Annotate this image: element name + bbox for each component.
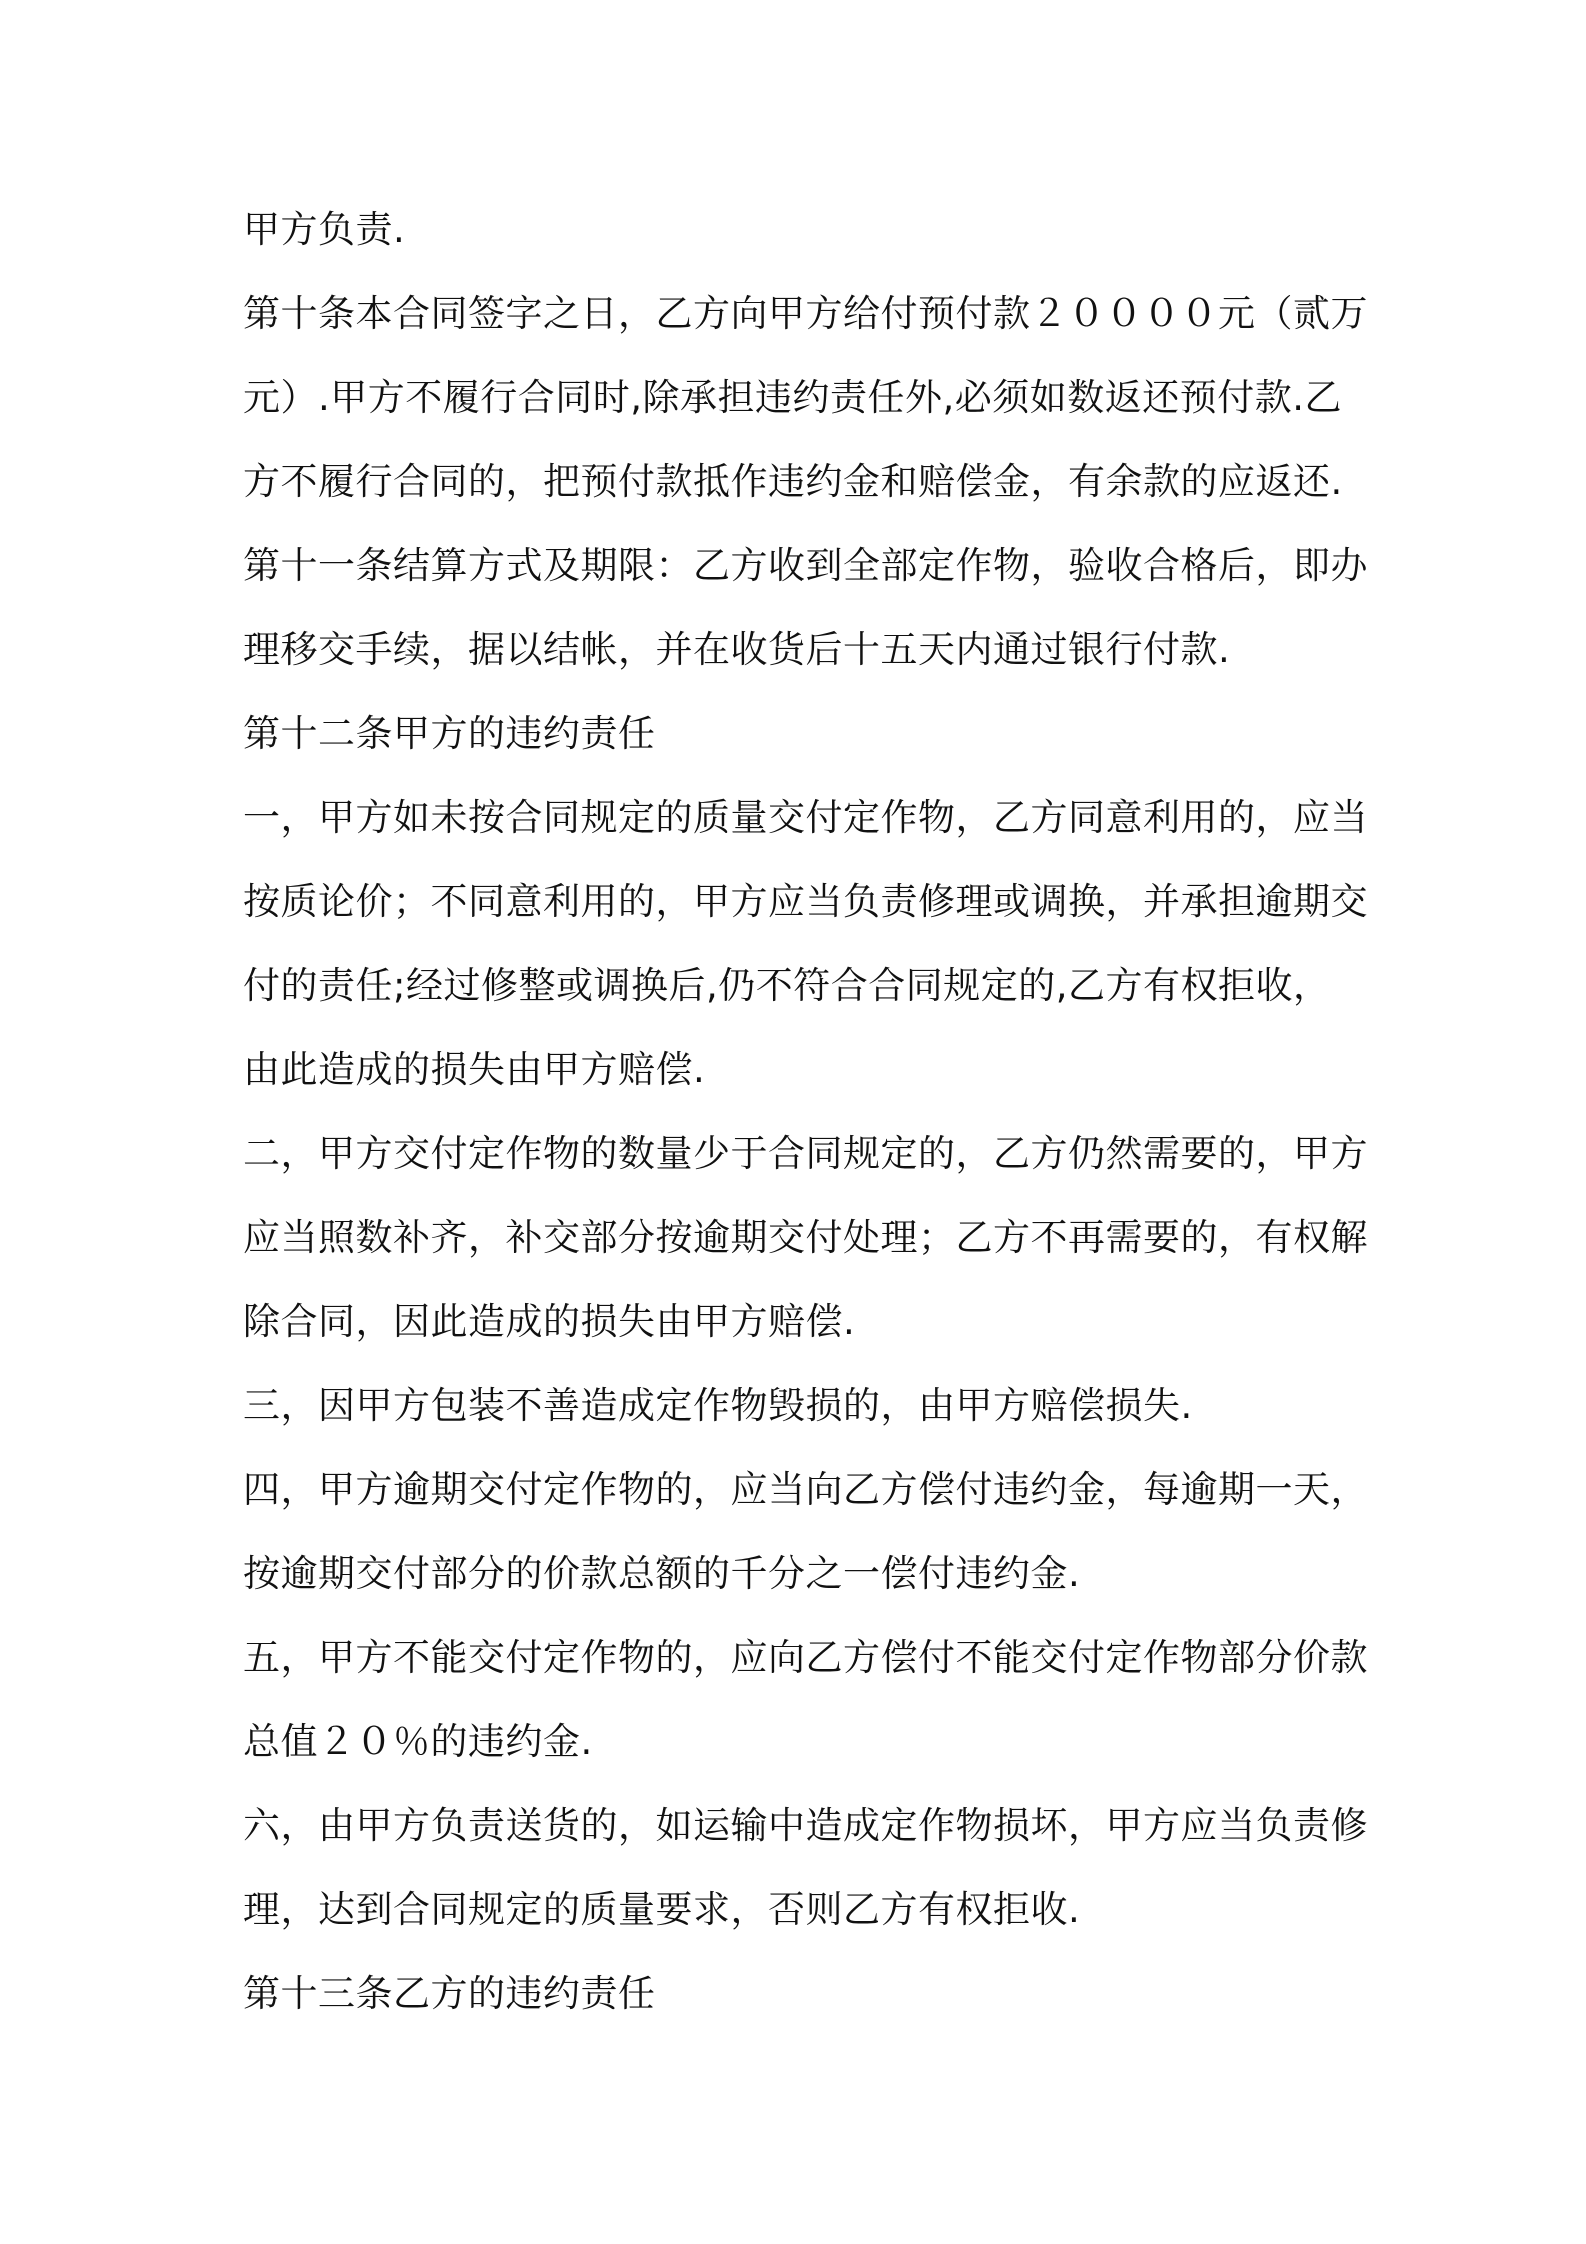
text-line: 二，甲方交付定作物的数量少于合同规定的，乙方仍然需要的，甲方 [243, 1132, 1368, 1175]
text-line: 理，达到合同规定的质量要求，否则乙方有权拒收. [243, 1888, 1081, 1931]
text-line: 三，因甲方包装不善造成定作物毁损的，由甲方赔偿损失. [243, 1384, 1193, 1427]
text-line: 除合同，因此造成的损失由甲方赔偿. [243, 1300, 856, 1343]
text-line: 由此造成的损失由甲方赔偿. [243, 1048, 706, 1091]
text-line: 按逾期交付部分的价款总额的千分之一偿付违约金. [243, 1552, 1081, 1595]
section-heading: 第十三条乙方的违约责任 [243, 1972, 656, 2015]
text-line: 总值２０％的违约金. [243, 1720, 593, 1763]
text-line: 方不履行合同的，把预付款抵作违约金和赔偿金，有余款的应返还. [243, 460, 1343, 503]
text-line: 第十条本合同签字之日，乙方向甲方给付预付款２００００元（贰万 [243, 292, 1368, 335]
text-line: 一，甲方如未按合同规定的质量交付定作物，乙方同意利用的，应当 [243, 796, 1368, 839]
section-heading: 第十二条甲方的违约责任 [243, 712, 656, 755]
text-line: 元）.甲方不履行合同时,除承担违约责任外,必须如数返还预付款.乙 [243, 376, 1343, 419]
text-line: 理移交手续，据以结帐，并在收货后十五天内通过银行付款. [243, 628, 1231, 671]
text-line: 五，甲方不能交付定作物的，应向乙方偿付不能交付定作物部分价款 [243, 1636, 1368, 1679]
text-line: 应当照数补齐，补交部分按逾期交付处理；乙方不再需要的，有权解 [243, 1216, 1368, 1259]
text-line: 付的责任;经过修整或调换后,仍不符合合同规定的,乙方有权拒收， [243, 964, 1331, 1007]
text-line: 六，由甲方负责送货的，如运输中造成定作物损坏，甲方应当负责修 [243, 1804, 1368, 1847]
text-line: 按质论价；不同意利用的，甲方应当负责修理或调换，并承担逾期交 [243, 880, 1368, 923]
text-line: 甲方负责. [243, 208, 406, 251]
text-line: 四，甲方逾期交付定作物的，应当向乙方偿付违约金，每逾期一天， [243, 1468, 1368, 1511]
text-line: 第十一条结算方式及期限：乙方收到全部定作物，验收合格后，即办 [243, 544, 1368, 587]
